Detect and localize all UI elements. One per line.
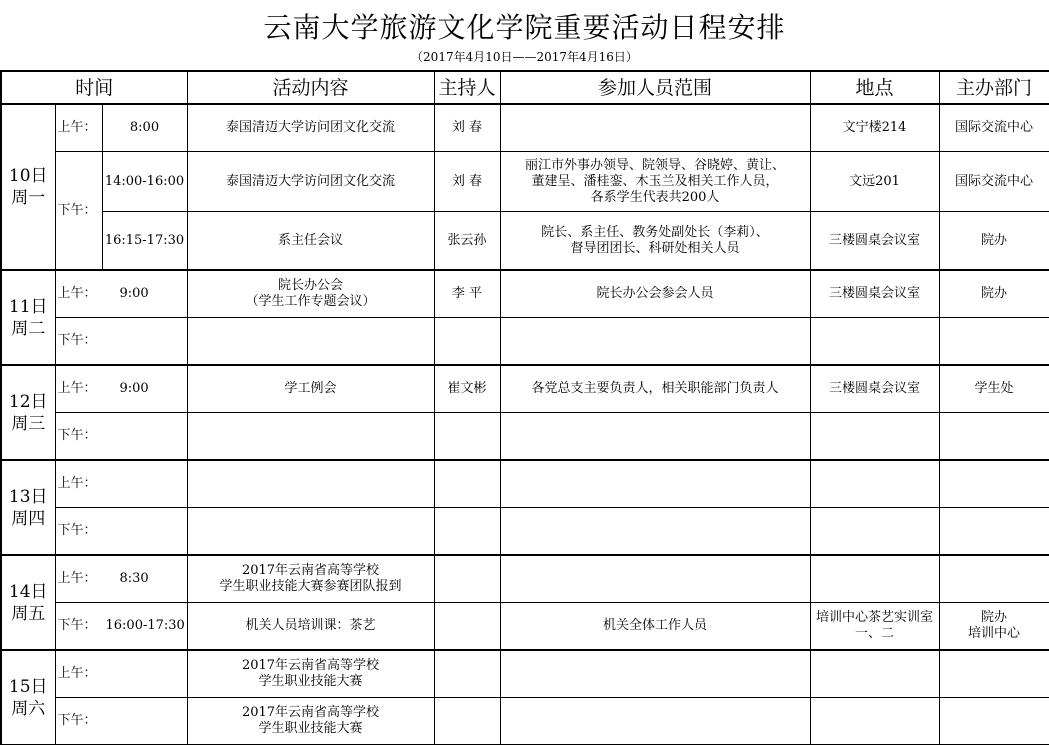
time-cell: 16:15-17:30 — [102, 212, 187, 271]
table-row — [1, 365, 1049, 413]
participants-line: 丽江市外事办领导、院领导、谷晓婷、黄让、 — [524, 157, 785, 173]
header-organizer: 主办部门 — [939, 71, 1049, 104]
participants-line: 院长、系主任、教务处副处长（李莉）、 — [541, 224, 769, 240]
content-line: 学生职业技能大赛 — [258, 674, 363, 689]
time-value: 9:00 — [119, 286, 149, 301]
participants-line: 董建呈、潘桂銮、木玉兰及相关工作人员， — [531, 173, 779, 189]
day-date: 10日 — [8, 166, 48, 186]
header-host: 主持人 — [434, 71, 500, 104]
table-row — [1, 212, 1049, 271]
host-cell — [434, 603, 500, 651]
organizer-line: 院办 — [980, 610, 1007, 625]
page-subtitle: （2017年4月10日——2017年4月16日） — [411, 50, 638, 64]
organizer-cell — [939, 650, 1049, 698]
time-cell: 8:00 — [102, 104, 187, 152]
participants-cell — [500, 460, 810, 508]
day-weekday: 周五 — [11, 603, 46, 624]
period-label: 上午： — [57, 381, 97, 396]
day-weekday: 周四 — [11, 508, 46, 529]
day-cell — [1, 270, 55, 365]
participants-cell — [500, 650, 810, 698]
participants-line: 各系学生代表共200人 — [590, 189, 720, 205]
day-cell — [1, 650, 55, 745]
day-date: 15日 — [8, 676, 48, 697]
host-cell — [434, 413, 500, 461]
content-cell: 机关人员培训课：茶艺 — [187, 603, 434, 651]
participants-cell — [500, 152, 810, 212]
host-cell: 李 平 — [434, 270, 500, 318]
day-cell — [1, 104, 55, 270]
location-cell — [810, 555, 939, 603]
period-pm: 下午： — [55, 318, 187, 366]
period-label: 下午： — [57, 618, 97, 633]
content-line: 学生职业技能大赛参赛团队报到 — [219, 579, 402, 594]
location-cell — [810, 318, 939, 366]
location-cell — [810, 650, 939, 698]
content-cell — [187, 270, 434, 318]
organizer-cell: 国际交流中心 — [939, 152, 1049, 212]
page-title: 云南大学旅游文化学院重要活动日程安排 — [263, 11, 786, 44]
location-cell — [810, 508, 939, 556]
content-cell — [187, 555, 434, 603]
day-cell — [1, 460, 55, 555]
content-line: 学生职业技能大赛 — [258, 721, 363, 736]
content-cell: 系主任会议 — [187, 212, 434, 271]
content-line: 2017年云南省高等学校 — [241, 705, 380, 720]
day-weekday: 周一 — [11, 188, 46, 208]
organizer-cell — [939, 508, 1049, 556]
organizer-cell — [939, 460, 1049, 508]
location-line: 培训中心茶艺实训室 — [815, 610, 933, 625]
day-cell — [1, 555, 55, 650]
location-line: 一、二 — [854, 626, 894, 641]
host-cell — [434, 460, 500, 508]
participants-cell: 院长办公会参会人员 — [500, 270, 810, 318]
time-value: 8:30 — [119, 571, 149, 586]
content-line: 2017年云南省高等学校 — [241, 563, 380, 578]
header-location: 地点 — [810, 71, 939, 104]
table-row — [1, 698, 1049, 745]
content-cell: 泰国清迈大学访问团文化交流 — [187, 104, 434, 152]
organizer-cell — [939, 318, 1049, 366]
period-am — [55, 270, 187, 318]
day-date: 14日 — [8, 581, 48, 602]
organizer-cell: 学生处 — [939, 365, 1049, 413]
header-participants: 参加人员范围 — [500, 71, 810, 104]
organizer-cell: 院办 — [939, 270, 1049, 318]
day-weekday: 周二 — [11, 318, 46, 339]
table-row — [1, 508, 1049, 556]
host-cell — [434, 318, 500, 366]
location-cell: 三楼圆桌会议室 — [810, 365, 939, 413]
participants-cell — [500, 104, 810, 152]
participants-cell — [500, 555, 810, 603]
content-line: 院长办公会 — [277, 278, 343, 293]
table-row — [1, 460, 1049, 508]
organizer-cell: 国际交流中心 — [939, 104, 1049, 152]
period-label: 上午： — [57, 571, 97, 586]
table-row — [1, 650, 1049, 698]
content-cell — [187, 698, 434, 745]
period-am — [55, 365, 187, 413]
day-date: 11日 — [8, 296, 48, 317]
period-pm: 下午： — [55, 413, 187, 461]
content-cell — [187, 318, 434, 366]
location-cell: 三楼圆桌会议室 — [810, 212, 939, 271]
period-pm: 下午： — [55, 152, 102, 271]
organizer-cell — [939, 555, 1049, 603]
participants-cell — [500, 212, 810, 271]
participants-line: 督导团团长、科研处相关人员 — [570, 240, 740, 256]
location-cell — [810, 603, 939, 651]
participants-cell — [500, 698, 810, 745]
location-cell — [810, 460, 939, 508]
location-cell: 文远201 — [810, 152, 939, 212]
location-cell: 三楼圆桌会议室 — [810, 270, 939, 318]
organizer-cell — [939, 698, 1049, 745]
location-cell: 文宁楼214 — [810, 104, 939, 152]
table-row — [1, 603, 1049, 651]
host-cell — [434, 555, 500, 603]
table-row — [1, 413, 1049, 461]
content-cell — [187, 460, 434, 508]
period-label: 上午： — [57, 286, 97, 301]
day-date: 12日 — [8, 391, 48, 412]
period-am: 上午： — [55, 650, 187, 698]
location-cell — [810, 698, 939, 745]
organizer-line: 培训中心 — [967, 626, 1020, 641]
host-cell — [434, 650, 500, 698]
period-am: 上午： — [55, 460, 187, 508]
organizer-cell — [939, 413, 1049, 461]
table-row — [1, 318, 1049, 366]
day-cell — [1, 365, 55, 460]
host-cell: 张云孙 — [434, 212, 500, 271]
time-value: 9:00 — [119, 381, 149, 396]
content-cell: 学工例会 — [187, 365, 434, 413]
day-weekday: 周六 — [11, 698, 46, 719]
content-cell — [187, 508, 434, 556]
table-row — [1, 555, 1049, 603]
day-date: 13日 — [8, 486, 48, 507]
content-cell — [187, 650, 434, 698]
host-cell: 崔文彬 — [434, 365, 500, 413]
content-cell — [187, 413, 434, 461]
host-cell: 刘 春 — [434, 152, 500, 212]
participants-cell — [500, 413, 810, 461]
period-pm — [55, 603, 187, 651]
table-row — [1, 270, 1049, 318]
period-am: 上午： — [55, 104, 102, 152]
organizer-cell: 院办 — [939, 212, 1049, 271]
host-cell: 刘 春 — [434, 104, 500, 152]
header-time: 时间 — [1, 71, 187, 104]
time-value: 16:00-17:30 — [105, 618, 185, 633]
host-cell — [434, 508, 500, 556]
time-cell: 14:00-16:00 — [102, 152, 187, 212]
content-line: （学生工作专题会议） — [245, 294, 376, 309]
period-pm: 下午： — [55, 698, 187, 745]
organizer-cell — [939, 603, 1049, 651]
table-row — [1, 104, 1049, 152]
participants-cell — [500, 508, 810, 556]
location-cell — [810, 413, 939, 461]
content-cell: 泰国清迈大学访问团文化交流 — [187, 152, 434, 212]
participants-cell: 各党总支主要负责人，相关职能部门负责人 — [500, 365, 810, 413]
participants-cell: 机关全体工作人员 — [500, 603, 810, 651]
header-row — [1, 71, 1049, 104]
participants-cell — [500, 318, 810, 366]
period-am — [55, 555, 187, 603]
table-row — [1, 152, 1049, 212]
day-weekday: 周三 — [11, 413, 46, 434]
period-pm: 下午： — [55, 508, 187, 556]
schedule-table — [0, 70, 1049, 745]
host-cell — [434, 698, 500, 745]
content-line: 2017年云南省高等学校 — [241, 658, 380, 673]
header-content: 活动内容 — [187, 71, 434, 104]
